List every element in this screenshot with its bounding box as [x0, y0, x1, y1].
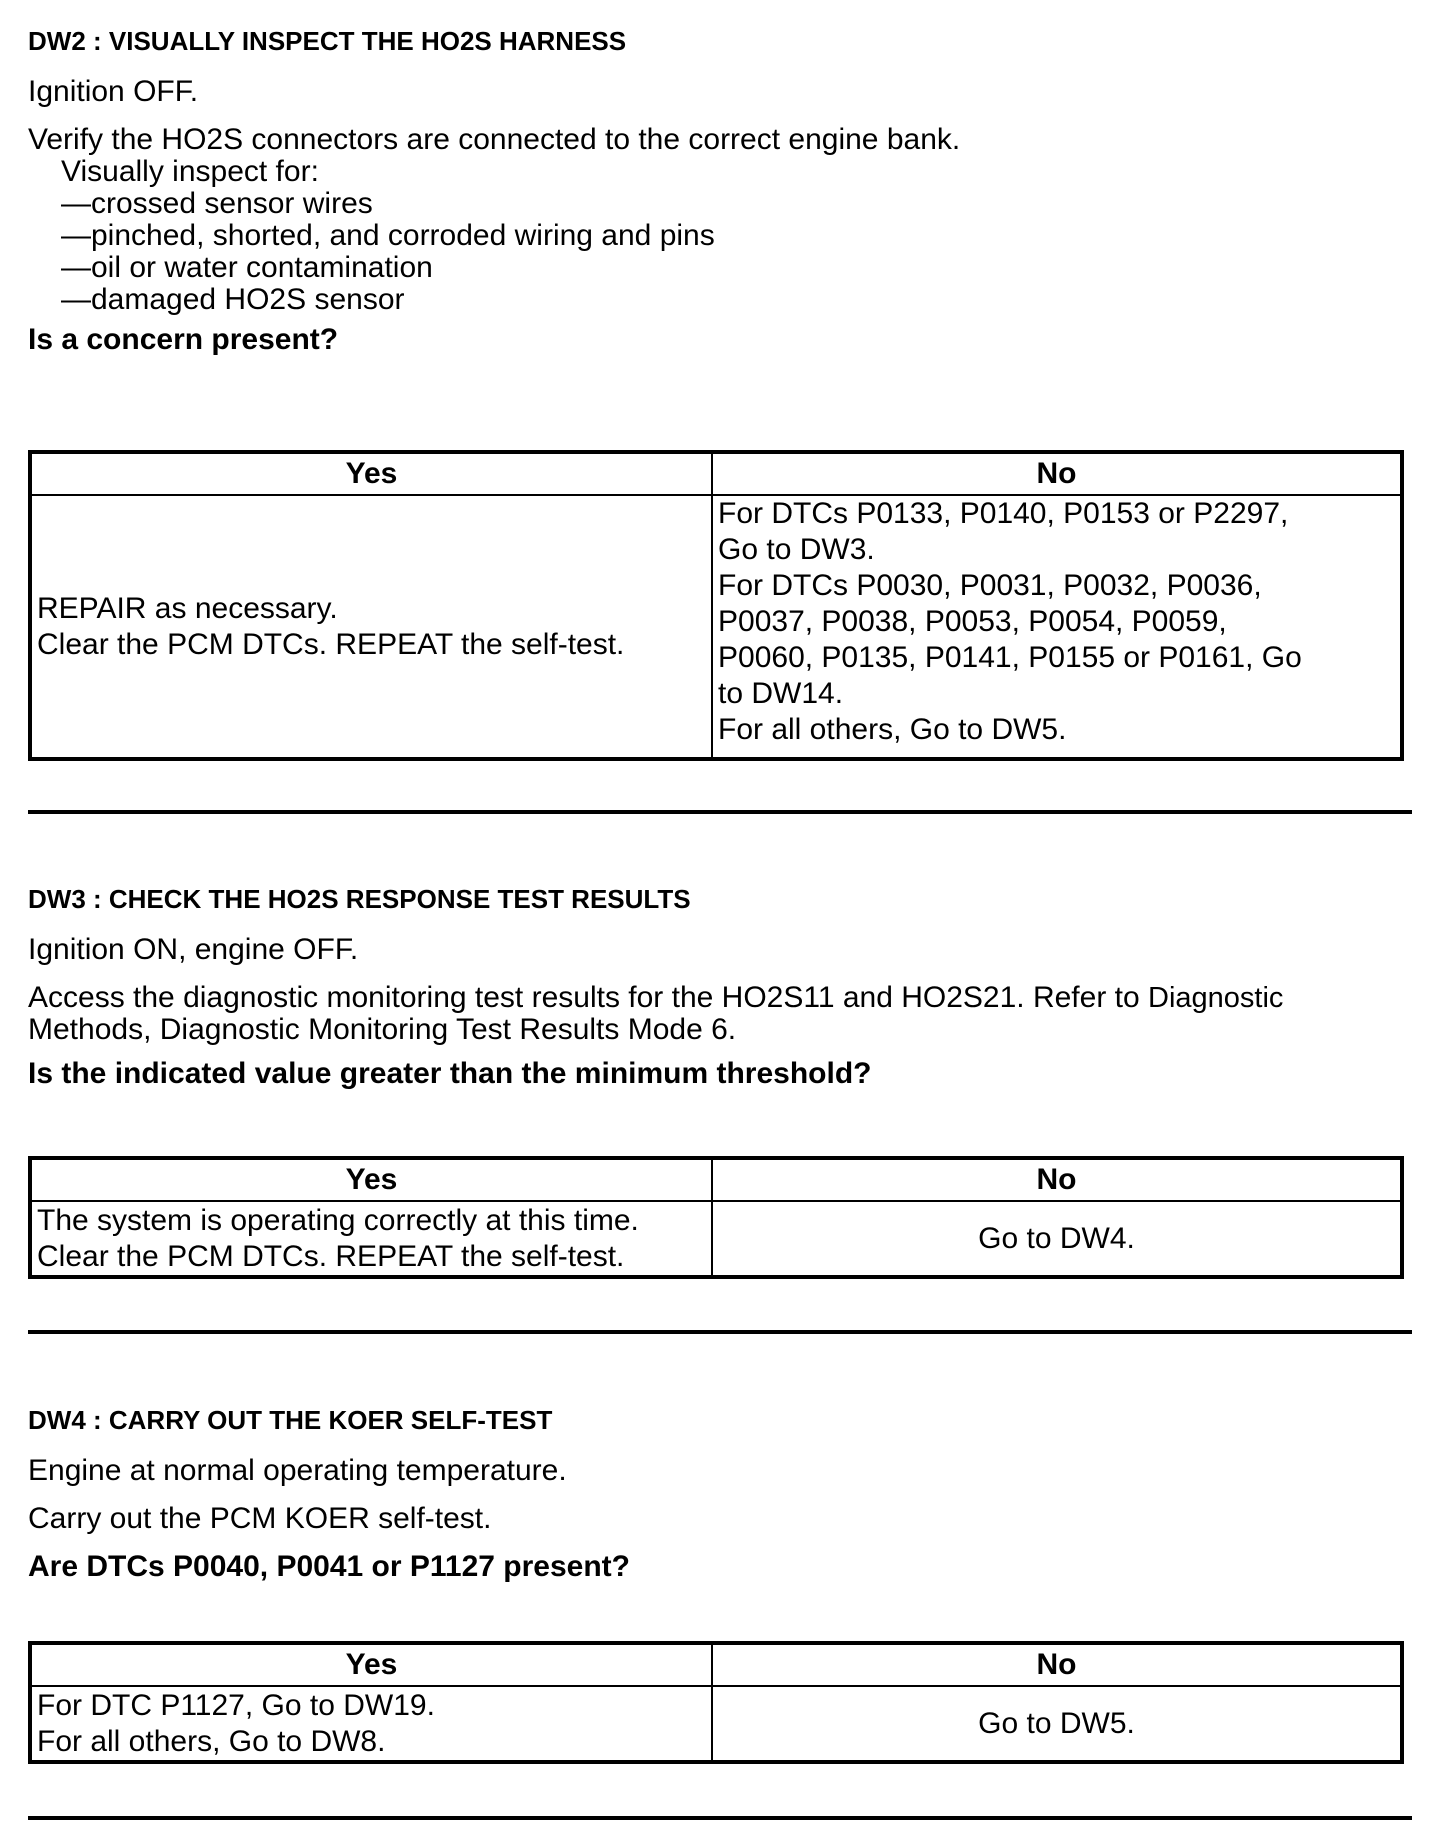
inspect-item: —oil or water contamination: [61, 251, 433, 284]
instruction-text: Engine at normal operating temperature.: [28, 1454, 567, 1487]
yes-cell: The system is operating correctly at this time. Clear the PCM DTCs. REPEAT the self-test.: [30, 1201, 712, 1277]
yes-no-table: [28, 450, 1404, 761]
step-title: DW3 : CHECK THE HO2S RESPONSE TEST RESULTS: [28, 884, 691, 914]
step-dw3: [28, 884, 1428, 1092]
instruction-text: Ignition ON, engine OFF.: [28, 933, 359, 966]
table-row: [30, 1201, 1402, 1277]
no-cell: Go to DW4.: [712, 1201, 1402, 1277]
inspect-item: —damaged HO2S sensor: [61, 283, 405, 316]
instruction-text: Methods, Diagnostic Monitoring Test Results Mode 6.: [28, 1013, 737, 1046]
step-title: DW2 : VISUALLY INSPECT THE HO2S HARNESS: [28, 26, 627, 56]
table-row: [30, 495, 1402, 759]
instruction-text: Carry out the PCM KOER self-test.: [28, 1502, 492, 1535]
no-header: No: [712, 1158, 1402, 1201]
table-header-row: [30, 1643, 1402, 1686]
step-question: Are DTCs P0040, P0041 or P1127 present?: [28, 1550, 630, 1583]
table-header-row: [30, 452, 1402, 495]
step-dw2: [28, 26, 1428, 358]
instruction-text: [28, 980, 1428, 1016]
yes-header: Yes: [30, 452, 712, 495]
table-header-row: [30, 1158, 1402, 1201]
no-header: No: [712, 452, 1402, 495]
instruction-text: Ignition OFF.: [28, 75, 199, 108]
yes-header: Yes: [30, 1158, 712, 1201]
yes-cell: For DTC P1127, Go to DW19. For all others, Go to DW8.: [30, 1686, 712, 1762]
step-question: Is the indicated value greater than the minimum threshold?: [28, 1057, 872, 1090]
inspect-subheading: Visually inspect for:: [61, 155, 319, 188]
section-divider: [28, 810, 1412, 814]
no-header: No: [712, 1643, 1402, 1686]
yes-header: Yes: [30, 1643, 712, 1686]
reference-link: Diagnostic: [1148, 982, 1284, 1014]
no-cell: Go to DW5.: [712, 1686, 1402, 1762]
no-cell: For DTCs P0133, P0140, P0153 or P2297, Go to DW3. For DTCs P0030, P0031, P0032, P0036, P0037, P0038, P0053, P0054, P0059, P0060, P0135, P0141, P0155 or P0161, Go to DW14. For all others, Go to DW5.: [712, 495, 1402, 759]
instruction-text: Verify the HO2S connectors are connected to the correct engine bank.: [28, 123, 961, 156]
yes-cell: REPAIR as necessary. Clear the PCM DTCs. REPEAT the self-test.: [30, 495, 712, 759]
access-line-main: Access the diagnostic monitoring test results for the HO2S11 and HO2S21. Refer to: [28, 981, 1149, 1014]
yes-no-table: [28, 1156, 1404, 1279]
yes-no-table: [28, 1641, 1404, 1764]
step-question: Is a concern present?: [28, 323, 339, 356]
table-row: [30, 1686, 1402, 1762]
step-title: DW4 : CARRY OUT THE KOER SELF-TEST: [28, 1405, 553, 1435]
section-divider: [28, 1816, 1412, 1820]
inspect-item: —pinched, shorted, and corroded wiring and pins: [61, 219, 715, 252]
step-dw4: [28, 1405, 1428, 1585]
section-divider: [28, 1330, 1412, 1334]
inspect-item: —crossed sensor wires: [61, 187, 373, 220]
